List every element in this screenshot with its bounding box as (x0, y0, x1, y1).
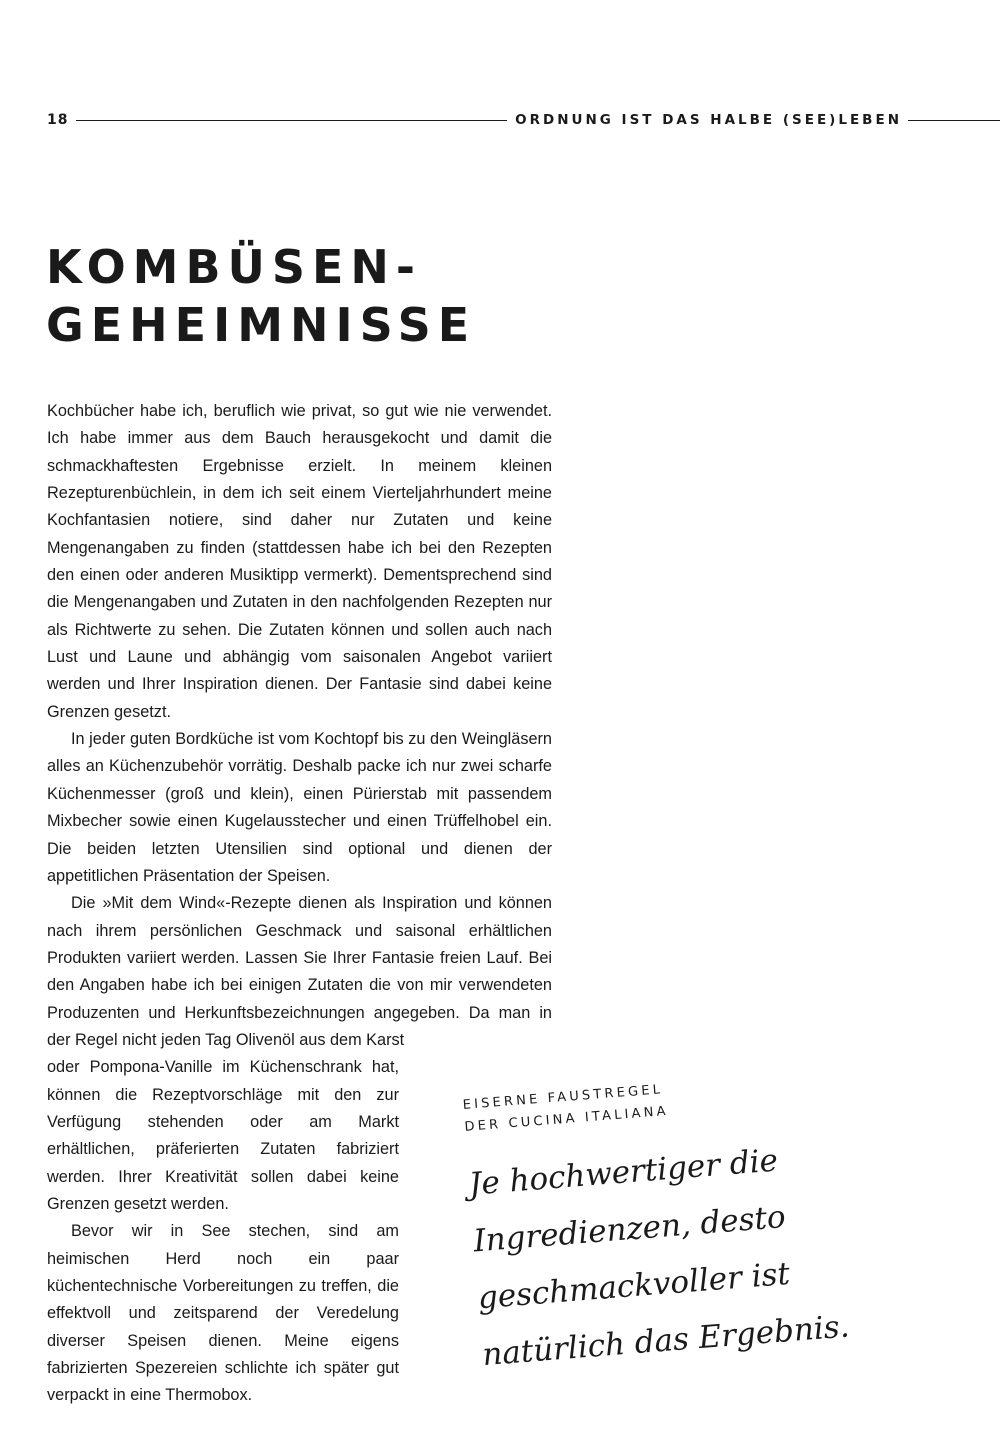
quote-label-line-1: EISERNE FAUSTREGEL (462, 1082, 664, 1113)
running-head (47, 108, 1000, 132)
quote-text (467, 1124, 904, 1384)
quote-line-2: Ingredienzen, desto (472, 1199, 787, 1260)
paragraph-1: Kochbücher habe ich, beruflich wie privat, so gut wie nie verwendet. Ich habe immer aus dem Bauch herausgekocht und damit die schmackhaftesten Ergebnisse erzielt. In meinem kleinen Rezepturenbüchlein, in dem ich seit einem Vierteljahrhundert meine Kochfantasien notiere, sind daher nur Zutaten und keine Mengenangaben zu finden (stattdessen habe ich bei den Rezepten den einen oder anderen Musiktipp vermerkt). Dementsprechend sind die Mengenangaben und Zutaten in den nachfolgenden Rezepten nur als Richtwerte zu sehen. Die Zutaten können und sollen auch nach Lust und Laune und abhängig vom saisonalen Angebot variiert werden und Ihrer Inspiration dienen. Der Fantasie sind dabei keine Grenzen gesetzt. (47, 402, 552, 721)
quote-line-3: geschmackvoller ist (476, 1255, 792, 1317)
paragraph-2: In jeder guten Bordküche ist vom Kochtopf bis zu den Weingläsern alles an Küchenzubehör vorrätig. Deshalb packe ich nur zwei scharfe Küchenmesser (groß und klein), einen Pürierstab mit passendem Mixbecher sowie einen Kugelausstecher und einen Trüffelhobel ein. Die beiden letzten Utensilien sind optional und dienen der appetitlichen Präsentation der Speisen. (47, 730, 552, 885)
paragraph-4: Bevor wir in See stechen, sind am heimischen Herd noch ein paar küchentechnische Vorbereitungen zu treffen, die effektvoll und zeitsparend der Veredelung diverser Speisen dienen. Meine eigens fabrizierten Spezereien schlichte ich später gut verpackt in eine Thermobox. (47, 1222, 399, 1405)
headline-line-1: KOMBÜSEN- (46, 240, 423, 294)
quote-line-4: natürlich das Ergebnis. (481, 1308, 851, 1374)
quote-label-line-2: DER CUCINA ITALIANA (463, 1103, 670, 1135)
header-rule-right (908, 120, 1000, 121)
paragraph-3-narrow: oder Pompona-Vanille im Küchenschrank hat, können die Rezeptvorschläge mit den zur Verfügung stehenden oder am Markt erhältlichen, präferierten Zutaten fabriziert werden. Ihrer Kreativität sollen dabei keine Grenzen gesetzt werden. (47, 1058, 399, 1213)
headline-line-2: GEHEIMNISSE (46, 298, 477, 352)
paragraph-3-wide: Die »Mit dem Wind«-Rezepte dienen als Inspiration und können nach ihrem persönlichen Geschmack und saisonal erhältlichen Produkten variiert werden. Lassen Sie Ihrer Fantasie freien Lauf. Bei den Angaben habe ich bei einigen Zutaten die von mir verwendeten Produzenten und Herkunftsbezeichnungen angegeben. Da man in der Regel nicht jeden Tag Olivenöl aus dem Karst (47, 894, 552, 1049)
header-rule-left (76, 120, 507, 121)
page-number: 18 (47, 112, 69, 128)
chapter-title: ORDNUNG IST DAS HALBE (SEE)LEBEN (515, 112, 902, 128)
pull-quote (462, 1062, 903, 1384)
section-headline (46, 238, 476, 354)
quote-line-1: Je hochwertiger die (467, 1142, 780, 1203)
